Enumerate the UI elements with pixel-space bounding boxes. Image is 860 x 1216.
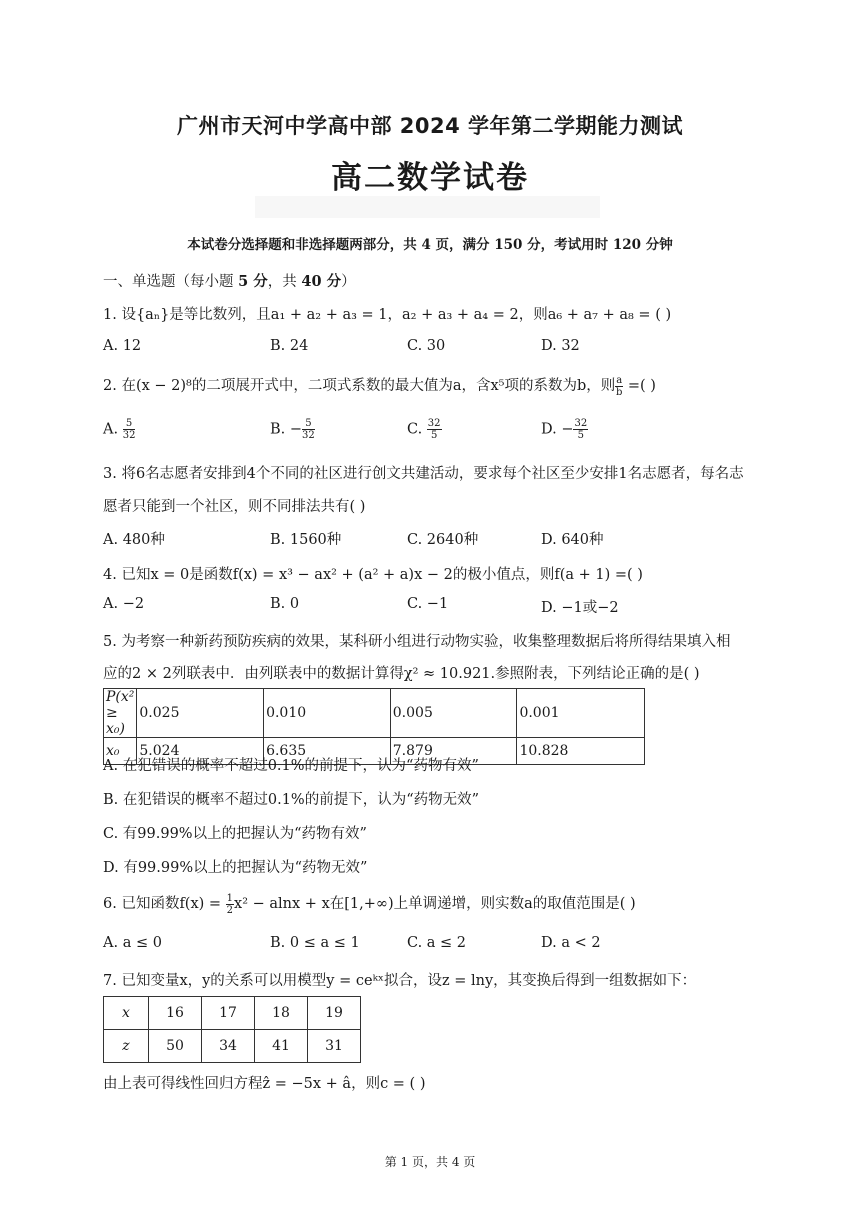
- q1-option-b: B. 24: [270, 338, 309, 354]
- q6-option-d: D. a < 2: [541, 935, 601, 951]
- q4-option-c: C. −1: [407, 596, 449, 612]
- q6-option-b: B. 0 ≤ a ≤ 1: [270, 935, 360, 951]
- question-3-stem-line1: 3. 将6名志愿者安排到4个不同的社区进行创文共建活动，要求每个社区至少安排1名志愿者，每名志: [103, 466, 744, 482]
- q2-option-a: A. $\frac{5}{32}$: [103, 418, 136, 441]
- q3-option-c: C. 2640种: [407, 532, 479, 548]
- blank-strip: [255, 196, 600, 218]
- table-cell: P(x² ≥ x₀): [104, 689, 137, 738]
- table-cell: 17: [202, 997, 255, 1030]
- table-cell: z: [104, 1030, 149, 1063]
- table-cell: 5.024: [137, 738, 264, 765]
- table-cell: x: [104, 997, 149, 1030]
- question-5-stem-line2: 应的2 × 2列联表中．由列联表中的数据计算得χ² ≈ 10.921.参照附表，下列结论正确的是( ): [103, 666, 700, 682]
- exam-info: 本试卷分选择题和非选择题两部分，共 4 页，满分 150 分，考试用时 120 分钟: [187, 237, 673, 253]
- q2-option-d: D. − $\frac{32}{5}$: [541, 418, 588, 441]
- q1-option-a: A. 12: [103, 338, 142, 354]
- table-cell: 41: [255, 1030, 308, 1063]
- q5-option-d: D. 有99.99%以上的把握认为“药物无效”: [103, 860, 368, 876]
- table-cell: 0.001: [517, 689, 645, 738]
- regression-data-table: [103, 996, 361, 1063]
- table-cell: 6.635: [264, 738, 391, 765]
- q3-option-b: B. 1560种: [270, 532, 342, 548]
- section-heading: 一、单选题（每小题 5 分，共 40 分）: [103, 273, 356, 290]
- table-row: [104, 997, 361, 1030]
- q6-fraction: $\frac{1}{2}$: [226, 892, 234, 916]
- q2-option-c: C. $\frac{32}{5}$: [407, 418, 441, 441]
- question-2-stem: 2. 在(x − 2)⁸的二项展开式中，二项式系数的最大值为a，含x⁵项的系数为b，则 $\frac{a}{b}$ =( ): [103, 374, 656, 398]
- table-cell: 7.879: [390, 738, 517, 765]
- q5-option-a: A. 在犯错误的概率不超过0.1%的前提下，认为“药物有效”: [103, 758, 479, 774]
- table-cell: 19: [308, 997, 361, 1030]
- table-cell: 16: [149, 997, 202, 1030]
- q5-option-b: B. 在犯错误的概率不超过0.1%的前提下，认为“药物无效”: [103, 792, 480, 808]
- q3-option-d: D. 640种: [541, 532, 604, 548]
- table-row: [104, 689, 645, 738]
- table-cell: 0.010: [264, 689, 391, 738]
- table-cell: 50: [149, 1030, 202, 1063]
- q1-option-c: C. 30: [407, 338, 446, 354]
- q6-option-a: A. a ≤ 0: [103, 935, 162, 951]
- table-cell: 0.005: [390, 689, 517, 738]
- table-cell: 10.828: [517, 738, 645, 765]
- q6-option-c: C. a ≤ 2: [407, 935, 467, 951]
- q1-option-d: D. 32: [541, 338, 580, 354]
- q2-fraction: $\frac{a}{b}$: [616, 374, 623, 398]
- table-cell: x₀: [104, 738, 137, 765]
- school-title: 广州市天河中学高中部 2024 学年第二学期能力测试: [176, 114, 684, 138]
- question-5-stem-line1: 5. 为考察一种新药预防疾病的效果，某科研小组进行动物实验，收集整理数据后将所得结果填入相: [103, 634, 731, 650]
- question-7-after: 由上表可得线性回归方程ẑ = −5x + â，则c = ( ): [103, 1076, 426, 1092]
- question-4-stem: 4. 已知x = 0是函数f(x) = x³ − ax² + (a² + a)x − 2的极小值点，则f(a + 1) =( ): [103, 567, 643, 583]
- q5-option-c: C. 有99.99%以上的把握认为“药物有效”: [103, 826, 367, 842]
- table-cell: 0.025: [137, 689, 264, 738]
- question-1-stem: 1. 设{aₙ}是等比数列，且a₁ + a₂ + a₃ = 1，a₂ + a₃ + a₄ = 2，则a₆ + a₇ + a₈ = ( ): [103, 307, 672, 323]
- question-3-stem-line2: 愿者只能到一个社区，则不同排法共有( ): [103, 499, 366, 515]
- q3-option-a: A. 480种: [103, 532, 165, 548]
- table-cell: 18: [255, 997, 308, 1030]
- page-footer: 第 1 页，共 4 页: [384, 1155, 476, 1169]
- q4-option-b: B. 0: [270, 596, 300, 612]
- q4-option-a: A. −2: [103, 596, 145, 612]
- question-6-stem: 6. 已知函数f(x) = $\frac{1}{2}$ x² − alnx + x在[1,+∞)上单调递增，则实数a的取值范围是( ): [103, 892, 636, 916]
- q4-option-d: D. −1或−2: [541, 600, 619, 616]
- table-cell: 31: [308, 1030, 361, 1063]
- question-7-stem: 7. 已知变量x，y的关系可以用模型y = ceᵏˣ拟合，设z = lny，其变换后得到一组数据如下：: [103, 973, 697, 989]
- exam-title: 高二数学试卷: [331, 160, 529, 196]
- table-row: [104, 1030, 361, 1063]
- q2-option-b: B. − $\frac{5}{32}$: [270, 418, 315, 441]
- table-cell: 34: [202, 1030, 255, 1063]
